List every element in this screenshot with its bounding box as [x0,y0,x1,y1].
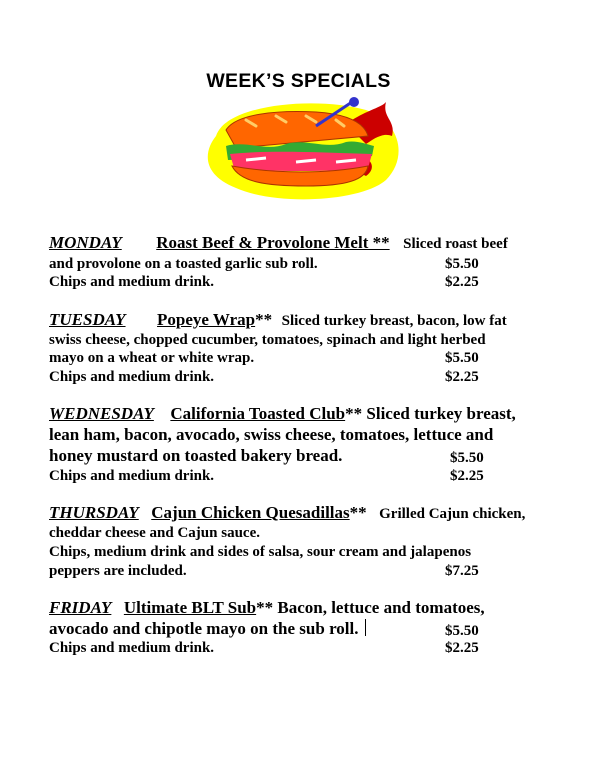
desc-text: swiss cheese, chopped cucumber, tomatoes, spinach and light herbed [49,332,486,348]
price: $2.25 [450,468,484,484]
wednesday-line-2 [49,425,569,445]
price: $2.25 [445,640,479,656]
day-label: THURSDAY [49,503,139,522]
price: $5.50 [445,623,479,639]
item-desc: Sliced turkey breast, bacon, low fat [281,313,507,329]
desc-text: lean ham, bacon, avocado, swiss cheese, tomatoes, lettuce and [49,425,494,444]
price: $2.25 [445,369,479,385]
stars: ** [255,310,273,329]
monday-heading [49,234,569,253]
item-desc: ** Bacon, lettuce and tomatoes, [256,598,485,617]
desc-text: Chips and medium drink. [49,468,215,484]
desc-text: peppers are included. [49,563,187,579]
desc-text: Chips and medium drink. [49,369,215,385]
item-name: Popeye Wrap [157,310,256,329]
tuesday-line-2 [49,331,569,349]
text-cursor [365,619,366,636]
thursday-line-3 [49,543,569,561]
item-desc: Grilled Cajun chicken, [379,506,526,522]
friday-line-2 [49,619,569,639]
desc-text: honey mustard on toasted bakery bread. [49,446,343,465]
desc-text: Chips, medium drink and sides of salsa, sour cream and jalapenos [49,544,472,560]
price: $7.25 [445,563,479,579]
thursday-line-2 [49,524,569,542]
desc-text: avocado and chipotle mayo on the sub roll. [49,619,359,638]
price: $2.25 [445,274,479,290]
day-label: MONDAY [49,233,122,252]
day-label: FRIDAY [49,598,112,617]
page-title: WEEK’S SPECIALS [206,70,391,92]
price: $5.50 [450,450,484,466]
wednesday-line-3 [49,446,569,466]
tuesday-heading [49,311,569,330]
desc-text: Chips and medium drink. [49,640,215,656]
thursday-heading [49,504,569,523]
item-name: Roast Beef & Provolone Melt ** [156,233,390,252]
monday-line-3 [49,273,569,291]
desc-text: and provolone on a toasted garlic sub roll. [49,256,318,272]
desc-text: Chips and medium drink. [49,274,215,290]
wednesday-line-4 [49,467,569,485]
sub-sandwich-icon [196,96,406,204]
item-desc: Sliced roast beef [403,236,508,252]
day-label: TUESDAY [49,310,126,329]
monday-line-2 [49,255,569,273]
item-name: California Toasted Club [170,404,346,423]
friday-heading [49,598,569,618]
price: $5.50 [445,350,479,366]
thursday-line-4 [49,562,569,580]
desc-text: cheddar cheese and Cajun sauce. [49,525,260,541]
tuesday-line-3 [49,349,569,367]
tuesday-line-4 [49,368,569,386]
friday-line-3 [49,639,569,657]
desc-text: mayo on a wheat or white wrap. [49,350,255,366]
wednesday-heading [49,404,569,424]
day-label: WEDNESDAY [49,404,154,423]
item-name: Ultimate BLT Sub [123,598,257,617]
item-name: Cajun Chicken Quesadillas [151,503,350,522]
price: $5.50 [445,256,479,272]
item-desc: ** Sliced turkey breast, [345,404,516,423]
stars: ** [349,503,367,522]
